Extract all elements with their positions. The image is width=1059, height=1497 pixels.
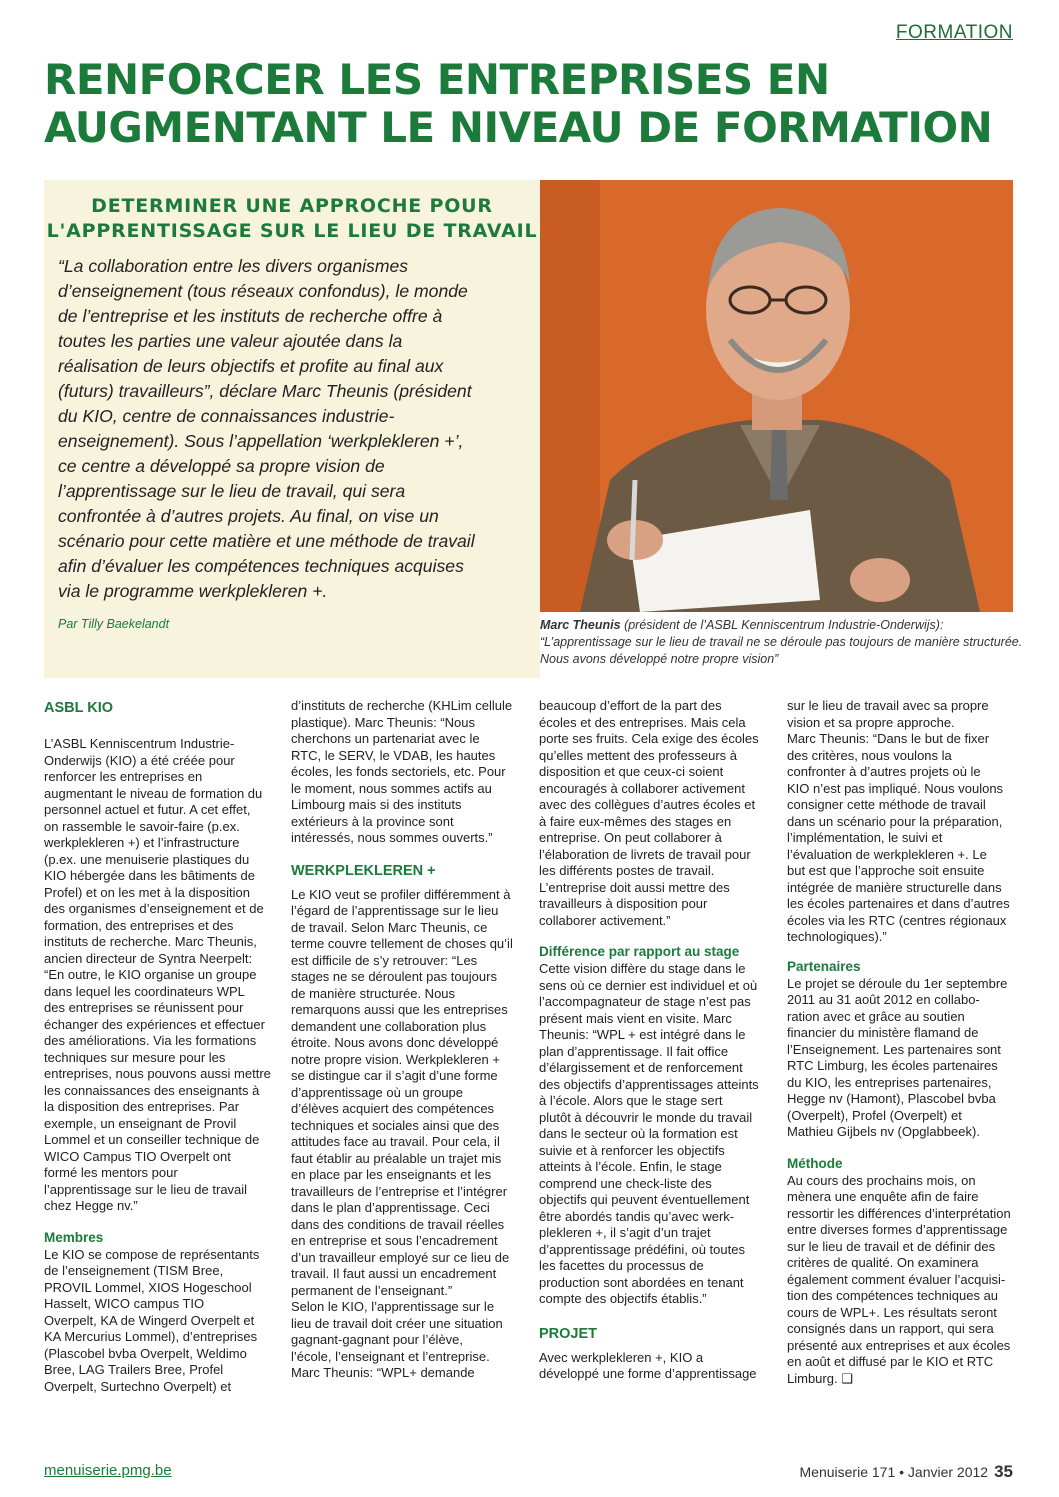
text-line: Le projet se déroule du 1er septembre (787, 975, 1008, 991)
intro-text (58, 254, 538, 604)
paragraph-partenaires (787, 976, 1019, 1141)
text-line: du KIO, centre de connaissances industrie- (58, 406, 395, 426)
text-line: extérieurs à la province sont (291, 813, 454, 829)
text-line: étroite. Nous avons donc développé (291, 1035, 499, 1050)
text-line: afin d’évaluer les compétences techniques acquises (58, 556, 464, 576)
text-line: de l’enseignement (TISM Bree, (44, 1263, 224, 1278)
text-line: attitudes face au travail. Pour cela, il (291, 1134, 500, 1149)
text-line: Lommel et un conseiller technique de (44, 1132, 260, 1147)
text-line: porte ses fruits. Cela exige des écoles (539, 731, 759, 746)
text-line: d’apprentissage où un groupe (291, 1084, 464, 1100)
text-line: entreprise. On peut collaborer à (539, 830, 722, 845)
caption-role: (président de l’ASBL Kenniscentrum Industrie-Onderwijs): (624, 618, 944, 632)
text-line: “La collaboration entre les divers organismes (58, 256, 409, 276)
text-line: l’apprentissage sur le lieu de travail, qui sera (58, 481, 406, 501)
text-line: on rassemble le savoir-faire (p.ex. (44, 818, 240, 834)
text-line: mènera une enquête afin de faire (787, 1189, 979, 1204)
text-line: présenté aux entreprises et aux écoles (787, 1337, 1011, 1353)
text-line: plutôt à découvrir le monde du travail (539, 1109, 753, 1125)
text-line: développé une forme d’apprentissage (539, 1366, 757, 1381)
text-line: l’implémentation, le suivi et (787, 830, 943, 845)
intro-heading-line: L'APPRENTISSAGE SUR LE LIEU DE TRAVAIL (46, 220, 538, 242)
text-line: d’élargissement et de renforcement (539, 1060, 743, 1075)
text-line: gagnant-gagnant pour l’élève, (291, 1332, 464, 1347)
text-line: les facettes du processus de (539, 1258, 704, 1273)
text-line: en entreprise et sous l’encadrement (291, 1233, 498, 1248)
text-line: l’évaluation de werkplekleren +. Le (787, 846, 987, 862)
text-line: de travail. Selon Marc Theunis, ce (291, 919, 488, 935)
text-line: cherchons un partenariat avec le (291, 731, 480, 746)
text-line: Limbourg mais si des instituts (291, 797, 462, 812)
text-line: compte des objectifs établis.” (539, 1291, 707, 1306)
text-line: d’un travailleur employé sur ce lieu de (291, 1249, 510, 1265)
text-line: entre diverses formes d’apprentissage (787, 1222, 1008, 1237)
text-line: d’apprentissage prédéfini, où toutes (539, 1241, 745, 1257)
text-line: des améliorations. Via les formations (44, 1033, 257, 1048)
heading-werkplekleren: WERKPLEKLEREN + (291, 862, 436, 879)
text-line: travail. Il faut aussi un encadrement (291, 1266, 497, 1281)
text-line: objectifs qui peuvent éventuellement (539, 1192, 750, 1207)
text-line: Au cours des prochains mois, on (787, 1172, 976, 1188)
text-line: Bree, LAG Trailers Bree, Profel (44, 1362, 224, 1377)
text-line: se distingue car il s’agit d’une forme (291, 1068, 498, 1083)
text-line: consignés dans un rapport, qui sera (787, 1321, 994, 1336)
text-line: est difficile de s’y retrouver: “Les (291, 952, 478, 968)
text-line: travailleurs de l’entreprise et l’intégrer (291, 1183, 508, 1199)
text-line: via le programme werkplekleren +. (58, 581, 328, 601)
text-line: Le KIO veut se profiler différemment à (291, 886, 511, 902)
text-line: Limburg. ❑ (787, 1370, 853, 1386)
paragraph-difference (539, 961, 771, 1308)
text-line: comprend une check-liste des (539, 1175, 712, 1191)
text-line: faut établir au préalable un trajet mis (291, 1150, 502, 1166)
text-line: sur le lieu de travail avec sa propre (787, 698, 989, 713)
text-line: formation, des entreprises et des (44, 917, 234, 933)
text-line: dans le plan d’apprentissage. Ceci (291, 1200, 490, 1215)
text-line: consigner cette méthode de travail (787, 797, 986, 812)
text-line: présent mais vient en visite. Marc (539, 1010, 732, 1026)
caption-name: Marc Theunis (540, 618, 621, 632)
text-line: l’Enseignement. Les partenaires sont (787, 1041, 1001, 1057)
text-line: plastique). Marc Theunis: “Nous (291, 714, 476, 730)
caption-quote-line: “L’apprentissage sur le lieu de travail ne se déroule pas toujours de manière structurée. (540, 635, 1023, 649)
text-line: chez Hegge nv.” (44, 1198, 138, 1213)
text-line: des objectifs d’apprentissages atteints (539, 1076, 759, 1092)
text-line: être abordés tandis qu’avec werk- (539, 1208, 735, 1224)
text-line: des entreprises se réunissent pour (44, 1000, 244, 1015)
text-line: (futurs) travailleurs”, déclare Marc Theunis (président (58, 381, 472, 401)
text-line: dans lequel les coordinateurs WPL (44, 983, 245, 999)
headline (44, 56, 1024, 152)
text-line: ressortir les différences d’interprétation (787, 1205, 1011, 1221)
page-number: 35 (994, 1462, 1013, 1481)
text-line: disposition et que ceux-ci soient (539, 764, 724, 779)
text-line: Marc Theunis: “WPL+ demande (291, 1365, 475, 1380)
paragraph-werkplekleren (291, 887, 523, 1382)
text-line: sens où ce dernier est individuel et où (539, 977, 758, 993)
text-line: Mathieu Gijbels nv (Opglabbeek). (787, 1124, 980, 1139)
paragraph-membres (44, 1247, 276, 1396)
issue-info: Menuiserie 171 • Janvier 2012 (799, 1464, 989, 1480)
text-line: entreprises, nous pouvons aussi mettre (44, 1066, 271, 1081)
text-line: de manière structurée. Nous (291, 985, 456, 1001)
heading-projet: PROJET (539, 1325, 598, 1342)
text-line: L’entreprise doit aussi mettre des (539, 879, 730, 895)
text-line: Hegge nv (Hamont), Plascobel bvba (787, 1091, 996, 1106)
text-line: échanger des expériences et effectuer (44, 1016, 265, 1032)
text-line: “En outre, le KIO organise un groupe (44, 967, 257, 982)
text-line: de l’entreprise et les instituts de recherche offre à (58, 306, 443, 326)
heading-partenaires: Partenaires (787, 958, 861, 974)
text-line: techniques et sociales ainsi que des (291, 1117, 500, 1133)
text-line: Cette vision diffère du stage dans le (539, 961, 746, 976)
text-line: Avec werkplekleren +, KIO a (539, 1349, 704, 1365)
paragraph-projet (539, 1350, 771, 1383)
text-line: écoles, les fonds sectoriels, etc. Pour (291, 764, 506, 779)
intro-heading-line: DETERMINER UNE APPROCHE POUR (91, 195, 493, 217)
text-line: l’élaboration de livrets de travail pour (539, 846, 751, 862)
text-line: cours de WPL+. Les résultats seront (787, 1304, 997, 1320)
text-line: PROVIL Lommel, XIOS Hogeschool (44, 1279, 252, 1295)
text-line: KIO n’est pas impliqué. Nous voulons (787, 780, 1004, 796)
text-line: l’accompagnateur de stage n’est pas (539, 994, 751, 1009)
text-line: en août et diffusé par le KIO et RTC (787, 1354, 994, 1369)
text-line: dans des conditions de travail réelles (291, 1216, 505, 1232)
text-line: confrontée à d’autres projets. Au final, on vise un (58, 506, 439, 526)
heading-membres: Membres (44, 1229, 104, 1245)
caption-quote-line: Nous avons développé notre propre vision” (540, 652, 779, 666)
text-line: (p.ex. une menuiserie plastiques du (44, 851, 250, 867)
text-line: Le KIO se compose de représentants (44, 1246, 260, 1262)
text-line: d’élèves acquiert des compétences (291, 1101, 495, 1116)
text-line: formé les mentors pour (44, 1165, 178, 1180)
text-line: Profel) et on les met à la disposition (44, 884, 250, 900)
text-line: lieu de travail doit créer une situation (291, 1315, 503, 1331)
text-line: intégrée de manière structurelle dans (787, 879, 1002, 895)
text-line: d’instituts de recherche (KHLim cellule (291, 698, 513, 713)
text-line: les connaissances des enseignants à (44, 1082, 260, 1098)
photo-caption (540, 617, 1023, 668)
text-line: permanent de l’enseignant.” (291, 1282, 453, 1298)
text-line: (Overpelt), Profel (Overpelt) et (787, 1107, 962, 1123)
text-line: L’ASBL Kenniscentrum Industrie- (44, 736, 235, 751)
text-line: personnel actuel et futur. A cet effet, (44, 802, 251, 817)
text-line: le moment, nous sommes actifs au (291, 780, 492, 796)
headline-line: RENFORCER LES ENTREPRISES EN (44, 55, 830, 104)
text-line: les écoles partenaires et dans d’autres (787, 896, 1010, 911)
text-line: dans le secteur où la formation est (539, 1126, 738, 1141)
text-line: RTC Limburg, les écoles partenaires (787, 1058, 998, 1073)
section-tag: FORMATION (895, 22, 1013, 43)
byline: Par Tilly Baekelandt (58, 617, 170, 631)
text-line: l’école, l’enseignant et l’entreprise. (291, 1348, 490, 1364)
text-line: écoles via les RTC (centres régionaux (787, 912, 1007, 928)
text-line: toutes les parties une valeur ajoutée dans la (58, 331, 403, 351)
text-line: vision et sa propre approche. (787, 714, 955, 730)
headline-line: AUGMENTANT LE NIVEAU DE FORMATION (44, 103, 993, 152)
text-line: des organismes d’enseignement et de (44, 901, 264, 916)
paragraph-methode (787, 1173, 1019, 1388)
text-line: renforcer les entreprises en (44, 769, 203, 784)
text-line: ce centre a développé sa propre vision de (58, 456, 385, 476)
text-line: Theunis: “WPL + est intégré dans le (539, 1027, 746, 1042)
text-line: production sont abordées en tenant (539, 1274, 744, 1290)
text-line: l’apprentissage sur le lieu de travail (44, 1181, 248, 1197)
text-line: travailleurs à disposition pour (539, 896, 708, 911)
text-line: Selon le KIO, l’apprentissage sur le (291, 1299, 495, 1314)
text-line: Marc Theunis: “Dans le but de fixer (787, 731, 990, 746)
text-line: scénario pour cette matière et une méthode de travail (58, 531, 475, 551)
text-line: critères de qualité. On examinera (787, 1255, 979, 1270)
text-line: financier du ministère flamand de (787, 1025, 979, 1040)
heading-difference: Différence par rapport au stage (539, 944, 740, 959)
text-line: réalisation de leurs objectifs et profite au final aux (58, 356, 444, 376)
text-line: à faire eux-mêmes des stages en (539, 813, 732, 829)
text-line: collaborer activement.” (539, 912, 671, 928)
website-link[interactable]: menuiserie.pmg.be (44, 1462, 172, 1479)
text-line: les différents postes de travail. (539, 863, 715, 878)
text-line: des critères, nous voulons la (787, 747, 952, 763)
text-line: demandent une collaboration plus (291, 1018, 487, 1034)
text-line: remarquons aussi que les entreprises (291, 1002, 508, 1017)
text-line: sur le lieu de travail et de définir des (787, 1238, 996, 1254)
column-3 (539, 698, 771, 1383)
paragraph-instituts (291, 698, 523, 847)
text-line: KA Mercurius Lommel), d’entreprises (44, 1329, 258, 1344)
text-line: à l’école. Alors que le stage sert (539, 1093, 723, 1108)
footer-issue (800, 1462, 1014, 1482)
text-line: but est que l’approche soit ensuite (787, 863, 985, 878)
text-line: avec des collègues d’autres écoles et (539, 797, 756, 812)
caption-line (540, 617, 1020, 634)
text-line: ancien directeur de Syntra Neerpelt: (44, 950, 253, 966)
text-line: écoles et des entreprises. Mais cela (539, 714, 746, 730)
text-line: techniques sur mesure pour les (44, 1049, 226, 1065)
text-line: dans un scénario pour la préparation, (787, 813, 1003, 829)
text-line: d’enseignement (tous réseaux confondus), le monde (58, 281, 468, 301)
text-line: Overpelt, KA de Wingerd Overpelt et (44, 1312, 255, 1328)
text-line: confronter à d’autres projets où le (787, 764, 981, 779)
text-line: Hasselt, WICO campus TIO (44, 1296, 205, 1311)
text-line: intéressés, nous sommes ouverts.” (291, 830, 493, 845)
column-1 (44, 698, 276, 1395)
portrait-illustration (540, 180, 1013, 612)
paragraph-asbl-kio (44, 736, 276, 1215)
text-line: plan d’apprentissage. Il fait office (539, 1043, 729, 1059)
column-4 (787, 698, 1019, 1387)
intro-box (44, 180, 540, 678)
text-line: plekleren +, il s’agit d’un trajet (539, 1225, 711, 1240)
text-line: qu’elles mettent des professeurs à (539, 747, 737, 763)
text-line: atteints à l’école. Enfin, le stage (539, 1159, 722, 1174)
text-line: instituts de recherche. Marc Theunis, (44, 934, 257, 949)
heading-methode: Méthode (787, 1155, 843, 1171)
heading-asbl-kio: ASBL KIO (44, 700, 114, 716)
text-line: stages ne se déroulent pas toujours (291, 969, 497, 984)
text-line: tion des compétences techniques au (787, 1288, 999, 1303)
text-line: en place par les enseignants et les (291, 1167, 492, 1182)
column-2 (291, 698, 523, 1382)
text-line: ration avec et grâce au soutien (787, 1008, 965, 1024)
text-line: Onderwijs (KIO) a été créée pour (44, 752, 235, 768)
text-line: augmentant le niveau de formation du (44, 785, 263, 801)
text-line: WICO Campus TIO Overpelt ont (44, 1148, 231, 1164)
text-line: suivie et à renforcer les objectifs (539, 1142, 725, 1158)
text-line: également comment évaluer l’acquisi- (787, 1271, 1006, 1287)
text-line: werkplekleren +) et l’infrastructure (44, 835, 240, 850)
text-line: beaucoup d’effort de la part des (539, 698, 722, 713)
text-line: (Plascobel bvba Overpelt, Weldimo (44, 1345, 247, 1361)
text-line: notre propre vision. Werkplekleren + (291, 1051, 500, 1067)
text-line: l’égard de l’apprentissage sur le lieu (291, 903, 499, 918)
text-line: enseignement). Sous l’appellation ‘werkplekleren +’, (58, 431, 464, 451)
portrait-photo (540, 180, 1013, 612)
intro-heading (44, 194, 540, 244)
text-line: terme couvre tellement de choses qu’il (291, 936, 513, 951)
text-line: KIO hébergée dans les bâtiments de (44, 868, 256, 883)
text-line: technologiques).” (787, 929, 887, 944)
text-line: RTC, le SERV, le VDAB, les hautes (291, 747, 496, 763)
text-line: du KIO, les entreprises partenaires, (787, 1074, 992, 1090)
text-line: exemple, un enseignant de Provil (44, 1115, 237, 1131)
paragraph-effort (539, 698, 771, 929)
paragraph-vision (787, 698, 1019, 946)
text-line: la disposition des entreprises. Par (44, 1099, 240, 1114)
text-line: encouragés à collaborer activement (539, 780, 745, 796)
text-line: 2011 au 31 août 2012 en collabo- (787, 992, 980, 1007)
text-line: Overpelt, Surtechno Overpelt) et (44, 1378, 232, 1394)
